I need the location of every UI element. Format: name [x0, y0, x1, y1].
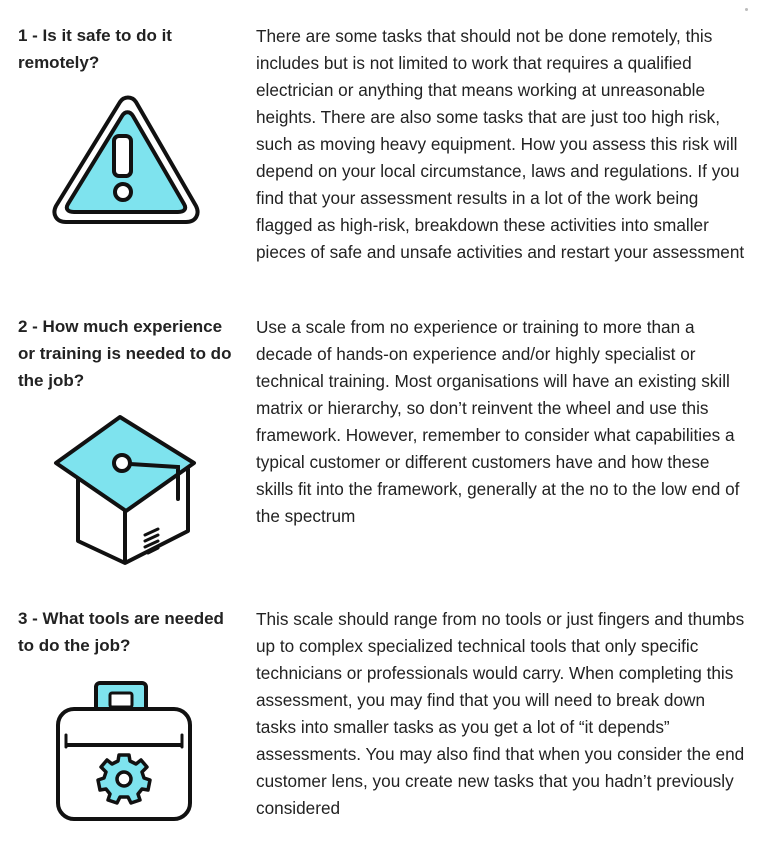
warning-icon: [50, 94, 202, 229]
section-2-body: Use a scale from no experience or training to more than a decade of hands-on experience and/or highly specialist or technical training. Most organisations will have an existing skill matrix or hierarchy, so don’t reinvent the wheel and use this framework. However, remember to consider what capabilities a typical customer or different customers have and how these skills fit into the framework, generally at the no to the low end of the spectrum: [256, 317, 740, 526]
section-2-heading: 2 - How much experience or training is needed to do the job?: [18, 317, 232, 390]
toolbox-icon: [52, 679, 198, 825]
section-1-heading: 1 - Is it safe to do it remotely?: [18, 26, 172, 72]
section-1-body: There are some tasks that should not be done remotely, this includes but is not limited to work that requires a qualified electrician or anything that means working at unreasonable heights. There are also some tasks that are just too high risk, such as moving heavy equipment. How you assess this risk will depend on your local circumstance, laws and regulations. If you find that your assessment results in a lot of the work being flagged as high-risk, breakdown these activities into smaller pieces of safe and unsafe activities and restart your assessment: [256, 26, 745, 262]
section-3-heading: 3 - What tools are needed to do the job?: [18, 609, 224, 655]
graduation-cap-icon: [50, 411, 200, 566]
section-3-body: This scale should range from no tools or just fingers and thumbs up to complex specialized technical tools that only specific technicians or professionals would carry. When completing this assessment, you may find that you will need to break down tasks into smaller tasks as you get a lot of “it depends” assessments. You may also find that when you consider the end customer lens, you create new tasks that you hadn’t previously considered: [256, 609, 745, 818]
corner-dot: [745, 8, 748, 11]
